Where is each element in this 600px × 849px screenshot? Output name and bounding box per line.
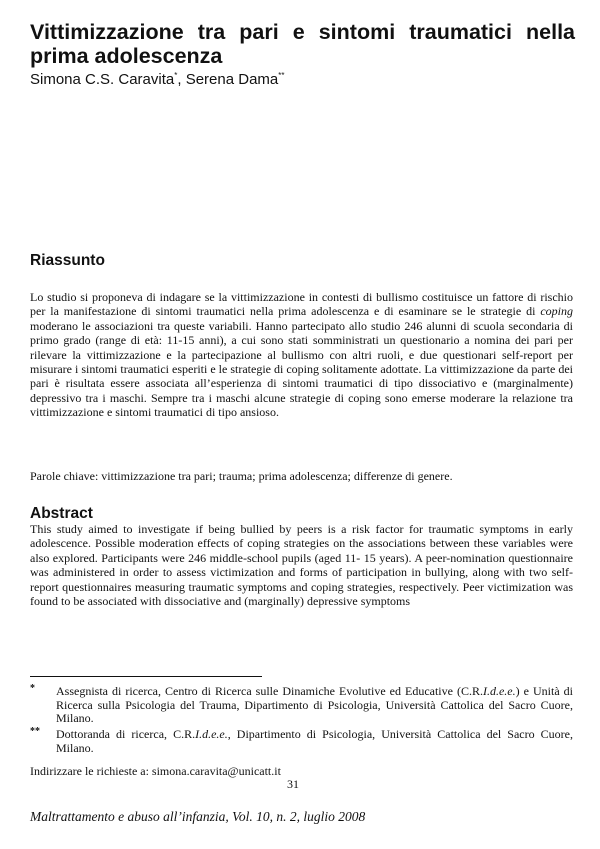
author-separator: ,: [177, 71, 186, 88]
page-number: 31: [287, 777, 299, 791]
abstract-text: This study aimed to investigate if being bullied by peers is a risk factor for traumatic symptoms in early adolescence. Possible moderation effects of coping strategies on the associations between these variables were also explored. Participants were 246 middle-school pupils (aged 11- 15 years). A peer-nomination questionnaire was administered in order to assess victimization and forms of participation in bullying, along with two self-report questionnaires measuring traumatic symptoms and coping strategies, respectively. Peer victimization was found to be associated with dissociative and (marginally) depressive symptoms: [30, 522, 573, 609]
footnote-mark: *: [30, 683, 35, 694]
article-title: Vittimizzazione tra pari e sintomi traumatici nella prima adolescenza: [30, 20, 575, 68]
author-name: Simona C.S. Caravita: [30, 71, 175, 88]
author-name: Serena Dama: [185, 71, 279, 88]
footnote-mark: **: [30, 726, 40, 737]
riassunto-heading: Riassunto: [30, 252, 105, 269]
abstract-heading: Abstract: [30, 505, 93, 522]
author-footnote-mark: **: [278, 71, 285, 80]
footnote: ** Dottoranda di ricerca, C.R.I.d.e.e., Dipartimento di Psicologia, Università Cattolica del Sacro Cuore, Milano.: [30, 726, 573, 755]
correspondence-line: Indirizzare le richieste a: simona.caravita@unicatt.it: [30, 764, 281, 778]
author-list: [30, 71, 285, 89]
footnote: * Assegnista di ricerca, Centro di Ricerca sulle Dinamiche Evolutive ed Educative (C.R.I.d.e.e.) e Unità di Ricerca sulla Psicologia del Trauma, Dipartimento di Psicologia, Università Cattolica del Sacro Cuore, Milano.: [30, 683, 573, 726]
author-footnote-mark: *: [174, 71, 178, 80]
keywords: Parole chiave: vittimizzazione tra pari; trauma; prima adolescenza; differenze di genere.: [30, 469, 453, 483]
footnote-divider: [30, 676, 262, 677]
riassunto-text: Lo studio si proponeva di indagare se la vittimizzazione in contesti di bullismo costituisce un fattore di rischio per la manifestazione di sintomi traumatici nella prima adolescenza e di esaminare se le strategie di coping moderano le associazioni tra queste variabili. Hanno partecipato allo studio 246 alunni di scuola secondaria di primo grado (range di età: 11-15 anni), a cui sono stati somministrati un questionario a nomina dei pari per rilevare la vittimizzazione e la partecipazione al bullismo con altri ruoli, e due questionari self-report per misurare i sintomi traumatici esperiti e le strategie di coping solitamente adottate. La vittimizzazione da parte dei pari è risultata essere associata all’esperienza di sintomi traumatici di tipo dissociativo e (marginalmente) depressivo tra i maschi. Sempre tra i maschi alcune strategie di coping sono emerse moderare la relazione tra vittimizzazione e sintomi traumatici di tipo ansioso.: [30, 290, 573, 420]
journal-footer: Maltrattamento e abuso all’infanzia, Vol. 10, n. 2, luglio 2008: [30, 809, 366, 824]
